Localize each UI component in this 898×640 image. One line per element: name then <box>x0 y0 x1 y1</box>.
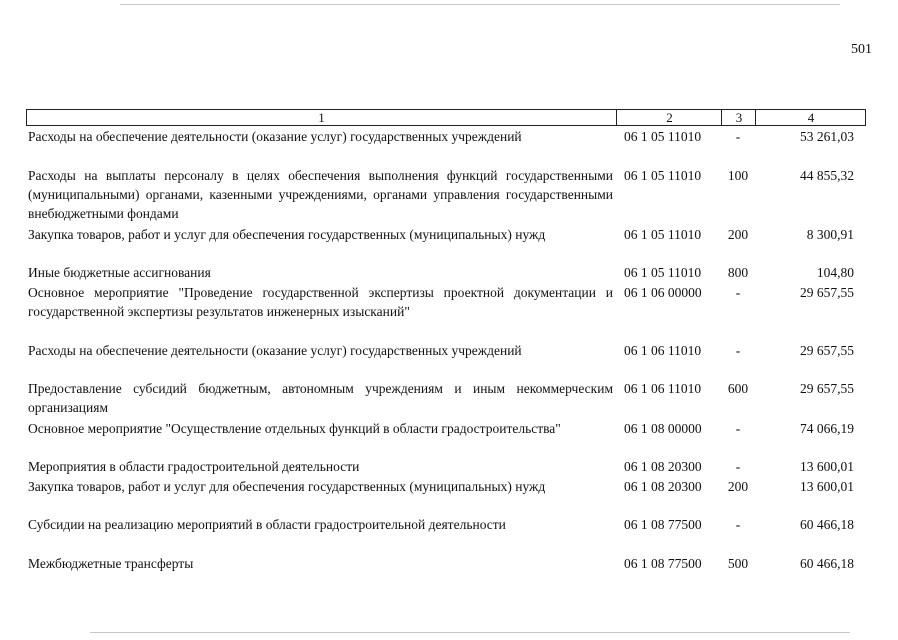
row-name: Закупка товаров, работ и услуг для обеспечения государственных (муниципальных) нужд <box>28 227 546 242</box>
row-code: 06 1 08 77500 <box>624 517 702 532</box>
row-amount: 60 466,18 <box>800 517 854 532</box>
row-name: Закупка товаров, работ и услуг для обеспечения государственных (муниципальных) нужд <box>28 479 546 494</box>
row-amount: 8 300,91 <box>806 227 854 242</box>
page-number: 501 <box>851 42 872 57</box>
row-code: 06 1 05 11010 <box>624 265 702 280</box>
row-name: Основное мероприятие "Осуществление отдельных функций в области градостроительства" <box>28 421 561 436</box>
row-code: 06 1 08 20300 <box>624 459 702 474</box>
row-code: 06 1 06 11010 <box>624 343 702 358</box>
row-code: 06 1 08 00000 <box>624 421 702 436</box>
row-name: Расходы на выплаты персоналу в целях обеспечения выполнения функций государственными (муниципальными) органами, казенными учреждениями, органами управления государственными внебюджетными фондами <box>28 168 613 221</box>
row-name: Расходы на обеспечение деятельности (оказание услуг) государственных учреждений <box>28 129 522 144</box>
row-name: Субсидии на реализацию мероприятий в области градостроительной деятельности <box>28 517 506 532</box>
column-header-3: 3 <box>721 110 756 125</box>
row-code: 06 1 05 11010 <box>624 129 702 144</box>
row-expense-type: 200 <box>727 479 749 494</box>
row-name: Иные бюджетные ассигнования <box>28 265 211 280</box>
row-expense-type: - <box>735 129 741 144</box>
row-expense-type: 500 <box>727 556 749 571</box>
row-expense-type: 800 <box>727 265 749 280</box>
scan-edge-top <box>120 4 840 5</box>
row-name: Межбюджетные трансферты <box>28 556 194 571</box>
row-name: Предоставление субсидий бюджетным, автономным учреждениям и иным некоммерческим организациям <box>28 381 613 415</box>
row-expense-type: - <box>735 343 741 358</box>
row-expense-type: 600 <box>727 381 749 396</box>
row-amount: 13 600,01 <box>800 459 854 474</box>
row-amount: 29 657,55 <box>800 343 854 358</box>
row-code: 06 1 06 00000 <box>624 285 702 300</box>
column-header-2: 2 <box>616 110 722 125</box>
table-header-row <box>26 109 866 126</box>
row-expense-type: - <box>735 421 741 436</box>
row-code: 06 1 06 11010 <box>624 381 702 396</box>
row-code: 06 1 08 77500 <box>624 556 702 571</box>
row-code: 06 1 05 11010 <box>624 168 702 183</box>
row-expense-type: 200 <box>727 227 749 242</box>
row-amount: 53 261,03 <box>800 129 854 144</box>
row-expense-type: - <box>735 517 741 532</box>
scan-edge-bottom <box>90 632 850 633</box>
row-amount: 104,80 <box>816 265 854 280</box>
row-code: 06 1 08 20300 <box>624 479 702 494</box>
column-header-4: 4 <box>755 110 866 125</box>
row-amount: 60 466,18 <box>800 556 854 571</box>
row-name: Основное мероприятие "Проведение государственной экспертизы проектной документации и государственной экспертизы результатов инженерных изысканий" <box>28 285 613 319</box>
row-amount: 74 066,19 <box>800 421 854 436</box>
row-expense-type: 100 <box>727 168 749 183</box>
row-name: Мероприятия в области градостроительной деятельности <box>28 459 360 474</box>
row-expense-type: - <box>735 459 741 474</box>
row-amount: 29 657,55 <box>800 381 854 396</box>
row-amount: 29 657,55 <box>800 285 854 300</box>
row-name: Расходы на обеспечение деятельности (оказание услуг) государственных учреждений <box>28 343 522 358</box>
row-amount: 13 600,01 <box>800 479 854 494</box>
row-amount: 44 855,32 <box>800 168 854 183</box>
row-expense-type: - <box>735 285 741 300</box>
row-code: 06 1 05 11010 <box>624 227 702 242</box>
column-header-1: 1 <box>318 110 325 125</box>
